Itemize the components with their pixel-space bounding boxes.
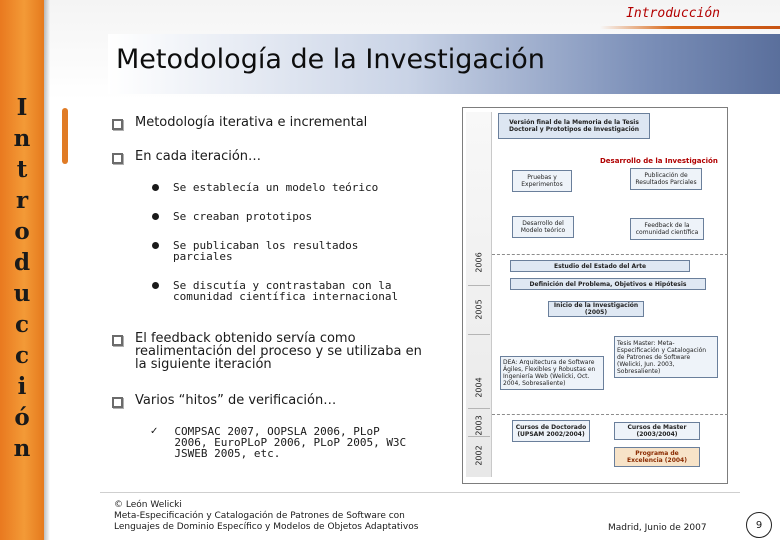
square-bullet-icon <box>112 397 123 408</box>
dot-bullet-icon <box>152 184 159 191</box>
master-courses-box: Cursos de Master (2003/2004) <box>614 422 700 440</box>
footer-title-line: Lenguajes de Dominio Específico y Modelos de Objetos Adaptativos <box>114 522 419 532</box>
bullet-item <box>112 394 445 408</box>
checkmark-icon: ✓ <box>150 426 159 437</box>
sub-bullet-text: Se creaban prototipos <box>173 210 313 223</box>
dot-bullet-icon <box>152 242 159 249</box>
timeline-year: 2002 <box>474 444 484 466</box>
dot-bullet-icon <box>152 282 159 289</box>
check-text: COMPSAC 2007, OOPSLA 2006, PLoP 2006, EuroPLoP 2006, PLoP 2005, W3C JSWEB 2005, etc. <box>174 425 407 460</box>
timeline-separator <box>468 334 490 335</box>
bullet-item <box>112 150 445 164</box>
diagram-divider <box>492 414 728 415</box>
vertical-letter: u <box>13 280 31 307</box>
development-label: Desarrollo de la Investigación <box>600 157 718 165</box>
bullet-text: En cada iteración… <box>135 149 262 164</box>
dea-box: DEA: Arquitectura de Software Ágiles, Flexibles y Robustas en Ingeniería Web (Welicki, Oct. 2004, Sobresaliente) <box>500 356 604 390</box>
square-bullet-icon <box>112 153 123 164</box>
state-of-art-box: Estudio del Estado del Arte <box>510 260 690 272</box>
page-number: 9 <box>746 512 772 538</box>
footer-credits <box>114 500 418 533</box>
vertical-letter: r <box>15 187 29 214</box>
section-underline <box>600 26 780 29</box>
research-start-box: Inicio de la Investigación (2005) <box>548 301 644 317</box>
page-title: Metodología de la Investigación <box>116 44 545 75</box>
problem-definition-box: Definición del Problema, Objetivos e Hipótesis <box>510 278 706 290</box>
sub-bullet-item <box>152 182 423 193</box>
bullet-item <box>112 332 435 371</box>
vertical-section-word <box>0 92 44 464</box>
sub-bullet-item <box>152 211 423 222</box>
timeline-year: 2004 <box>474 376 484 398</box>
publication-box: Publicación de Resultados Parciales <box>630 168 702 190</box>
sub-bullet-item <box>152 280 428 302</box>
vertical-letter: d <box>13 249 31 276</box>
square-bullet-icon <box>112 335 123 346</box>
excellence-program-box: Programa de Excelencia (2004) <box>614 447 700 467</box>
timeline-year: 2006 <box>474 251 484 273</box>
doctorate-courses-box: Cursos de Doctorado (UPSAM 2002/2004) <box>512 420 590 442</box>
bullet-item <box>112 116 445 130</box>
feedback-box: Feedback de la comunidad científica <box>630 218 704 240</box>
vertical-letter: n <box>13 435 31 462</box>
sub-bullet-text: Se discutía y contrastaban con la comunidad científica internacional <box>173 279 399 303</box>
vertical-letter: I <box>16 94 28 121</box>
sub-bullet-text: Se publicaban los resultados parciales <box>173 239 359 263</box>
timeline-year: 2005 <box>474 298 484 320</box>
footer-title-line: Meta-Especificación y Catalogación de Patrones de Software con <box>114 511 405 521</box>
footer-rule <box>100 492 740 493</box>
timeline-separator <box>468 285 490 286</box>
footer-author: © León Welicki <box>114 500 182 510</box>
left-bar-shadow <box>44 0 50 540</box>
sub-bullet-item <box>152 240 393 262</box>
bullet-text: El feedback obtenido servía como realimentación del proceso y se utilizaba en la siguiente iteración <box>135 331 422 372</box>
check-item <box>150 426 409 459</box>
vertical-letter: c <box>14 311 29 338</box>
vertical-letter: n <box>13 125 31 152</box>
vertical-letter: c <box>14 342 29 369</box>
timeline-axis <box>466 112 492 477</box>
final-memory-box: Versión final de la Memoria de la Tesis Doctoral y Prototipos de Investigación <box>498 113 650 139</box>
bullets-marker <box>62 108 68 164</box>
model-box: Desarrollo del Modelo teórico <box>512 216 574 238</box>
sub-bullet-text: Se establecía un modelo teórico <box>173 181 379 194</box>
bullet-text: Metodología iterativa e incremental <box>135 115 368 130</box>
section-label: Introducción <box>626 6 720 21</box>
diagram-divider <box>492 254 728 255</box>
tests-box: Pruebas y Experimentos <box>512 170 572 192</box>
master-thesis-box: Tesis Master: Meta-Especificación y Catalogación de Patrones de Software (Welicki, Jun. 2003, Sobresaliente) <box>614 336 718 378</box>
vertical-letter: o <box>14 218 30 245</box>
dot-bullet-icon <box>152 213 159 220</box>
vertical-letter: ó <box>14 404 30 431</box>
footer-date: Madrid, Junio de 2007 <box>608 523 707 533</box>
square-bullet-icon <box>112 119 123 130</box>
bullet-text: Varios “hitos” de verificación… <box>135 393 337 408</box>
timeline-year: 2003 <box>474 414 484 436</box>
vertical-letter: t <box>16 156 28 183</box>
vertical-letter: i <box>17 373 27 400</box>
